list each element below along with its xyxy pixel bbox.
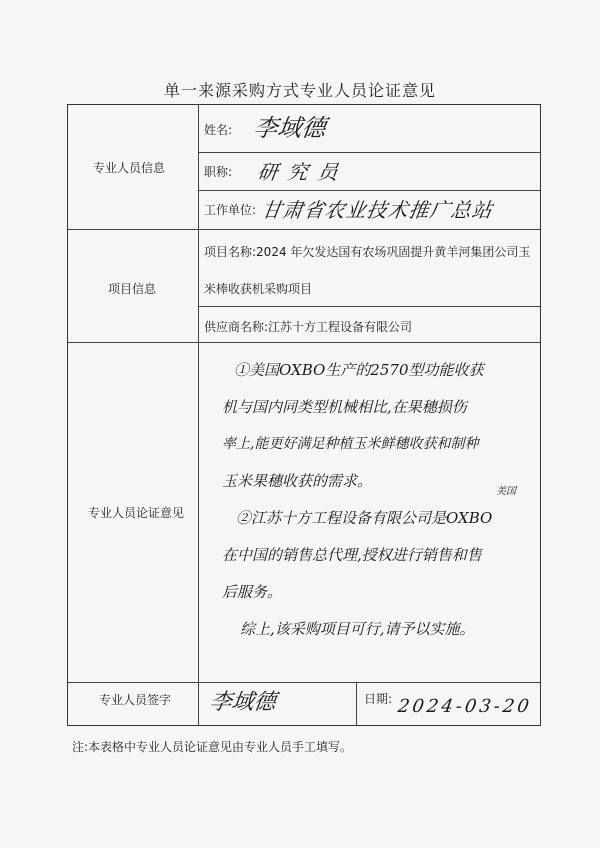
- opinion-superscript: 美国: [496, 486, 516, 497]
- title-label: 职称:: [204, 165, 233, 179]
- opinion-line: 在中国的销售总代理,授权进行销售和售: [222, 546, 482, 564]
- document-title: 单一来源采购方式专业人员论证意见: [163, 81, 436, 100]
- work-unit-value: 甘肃省农业技术推广总站: [260, 198, 495, 222]
- row-divider: [67, 342, 541, 343]
- section-signature: 专业人员签字: [99, 693, 172, 707]
- title-value: 研究员: [256, 160, 350, 184]
- opinion-line: 后服务。: [222, 583, 283, 601]
- column-divider: [356, 682, 357, 726]
- section-personnel-info: 专业人员信息: [93, 161, 166, 175]
- supplier-name: 供应商名称:江苏十方工程设备有限公司: [204, 320, 413, 334]
- opinion-text: [222, 352, 548, 648]
- opinion-line: ①美国OXBO生产的2570型功能收获: [234, 361, 484, 379]
- work-unit-label: 工作单位:: [204, 203, 257, 217]
- section-opinion: 专业人员论证意见: [88, 506, 185, 520]
- name-value: 李域德: [251, 114, 328, 142]
- row-divider: [198, 190, 541, 191]
- row-divider: [198, 152, 541, 153]
- row-divider: [198, 306, 541, 307]
- date-label: 日期:: [364, 692, 393, 706]
- opinion-line: 综上,该采购项目可行,请予以实施。: [240, 620, 475, 638]
- signature-value: 李域德: [207, 690, 278, 715]
- footnote: 注:本表格中专业人员论证意见由专业人员手工填写。: [72, 740, 353, 754]
- row-divider: [67, 682, 541, 683]
- column-divider: [198, 104, 199, 726]
- opinion-line: 机与国内同类型机械相比,在果穗损伤: [222, 398, 467, 416]
- name-label: 姓名:: [204, 123, 233, 137]
- project-name-line1: 项目名称:2024 年欠发达国有农场巩固提升黄羊河集团公司玉: [204, 245, 531, 259]
- date-value: 2024-03-20: [396, 696, 534, 717]
- section-project-info: 项目信息: [108, 282, 157, 296]
- opinion-line: ②江苏十方工程设备有限公司是OXBO: [236, 509, 493, 527]
- project-name-line2: 米棒收获机采购项目: [204, 282, 313, 296]
- opinion-line: 率上,能更好满足种植玉米鲜穗收获和制种: [222, 436, 479, 452]
- opinion-line: 玉米果穗收获的需求。: [222, 472, 373, 490]
- row-divider: [67, 229, 541, 230]
